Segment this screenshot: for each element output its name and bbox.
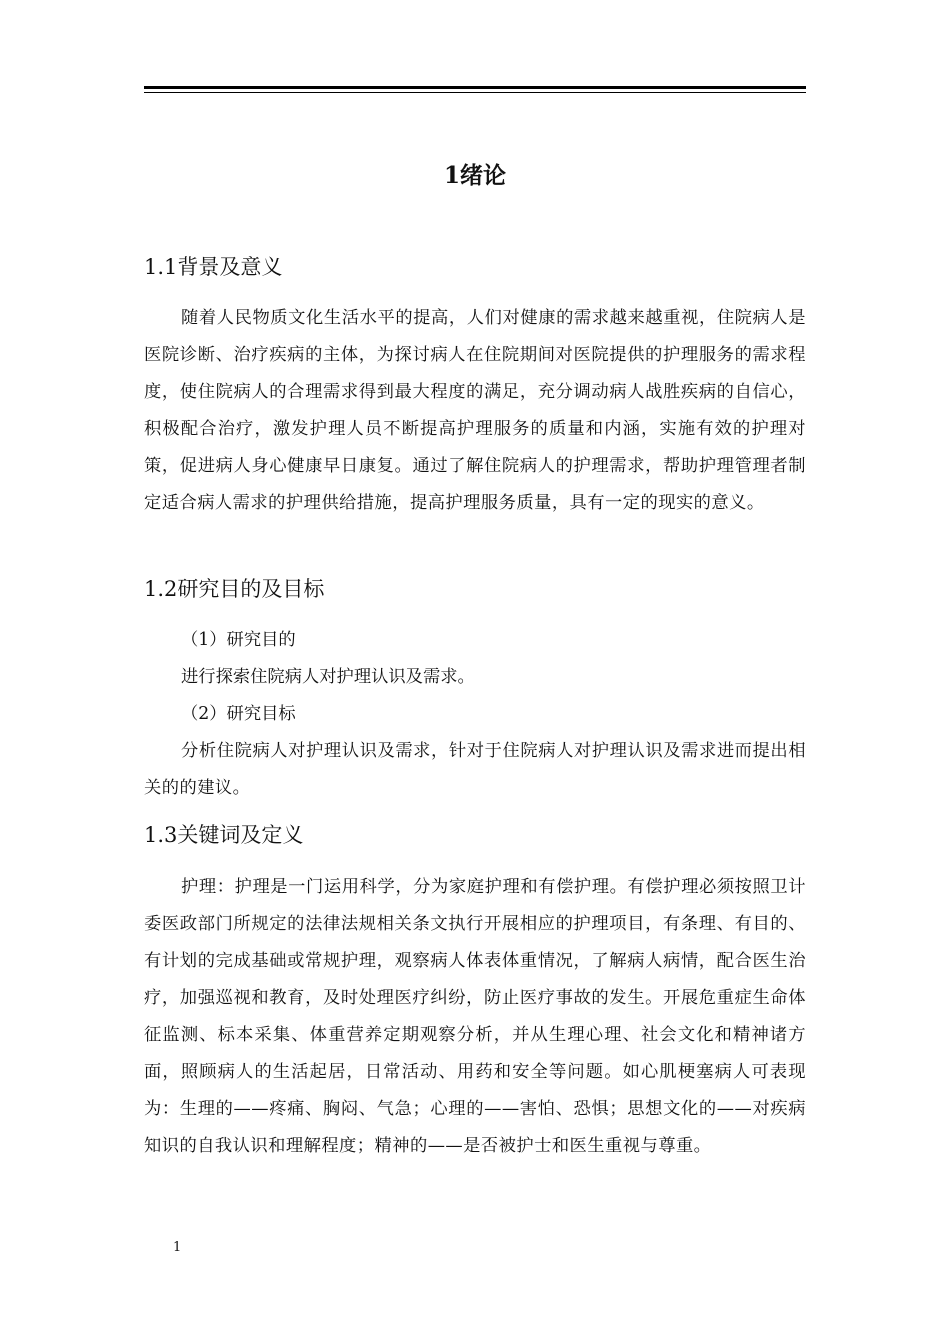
header-rule-thin — [144, 92, 806, 93]
subitem-label-purpose: （1）研究目的 — [181, 630, 296, 650]
page-number: 1 — [173, 1240, 182, 1255]
section-heading-objectives: 1.2研究目的及目标 — [144, 577, 325, 601]
header-rule-thick — [144, 86, 806, 89]
subitem-text-purpose: 进行探索住院病人对护理认识及需求。 — [181, 667, 475, 687]
subitem-label-goal: （2）研究目标 — [181, 704, 296, 724]
paragraph-background: 随着人民物质文化生活水平的提高，人们对健康的需求越来越重视，住院病人是医院诊断、治疗疾病的主体，为探讨病人在住院期间对医院提供的护理服务的需求程度，使住院病人的合理需求得到最大程度的满足，充分调动病人战胜疾病的自信心，积极配合治疗，激发护理人员不断提高护理服务的质量和内涵，实施有效的护理对策，促进病人身心健康早日康复。通过了解住院病人的护理需求，帮助护理管理者制定适合病人需求的护理供给措施，提高护理服务质量，具有一定的现实的意义。 — [144, 308, 806, 513]
chapter-title: 1绪论 — [443, 162, 506, 189]
section-heading-keywords: 1.3关键词及定义 — [144, 823, 304, 847]
paragraph-goal: 分析住院病人对护理认识及需求，针对于住院病人对护理认识及需求进而提出相关的的建议。 — [144, 741, 806, 798]
paragraph-keywords: 护理：护理是一门运用科学，分为家庭护理和有偿护理。有偿护理必须按照卫计委医政部门所规定的法律法规相关条文执行开展相应的护理项目，有条理、有目的、有计划的完成基础或常规护理，观察病人体表体重情况，了解病人病情，配合医生治疗，加强巡视和教育，及时处理医疗纠纷，防止医疗事故的发生。开展危重症生命体征监测、标本采集、体重营养定期观察分析，并从生理心理、社会文化和精神诸方面，照顾病人的生活起居，日常活动、用药和安全等问题。如心肌梗塞病人可表现为：生理的——疼痛、胸闷、气急；心理的——害怕、恐惧；思想文化的——对疾病知识的自我认识和理解程度；精神的——是否被护士和医生重视与尊重。 — [144, 877, 806, 1156]
section-heading-background: 1.1背景及意义 — [144, 255, 283, 279]
